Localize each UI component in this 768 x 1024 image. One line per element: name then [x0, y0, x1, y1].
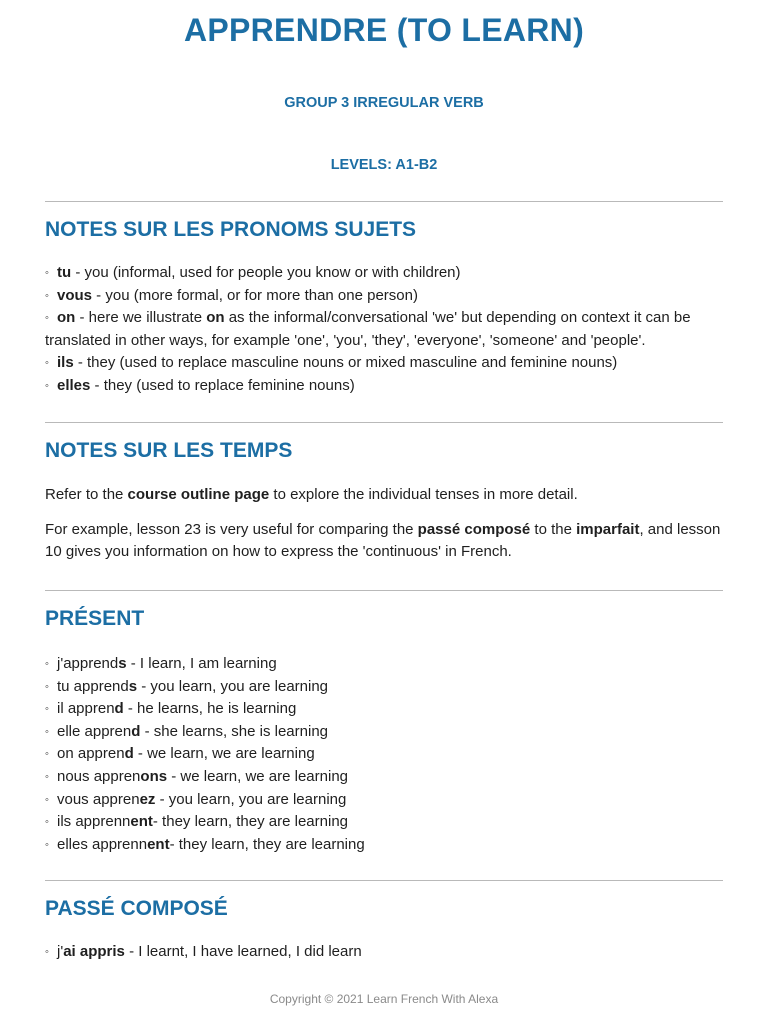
bold-term: passé composé [417, 520, 531, 538]
tenses-heading: NOTES SUR LES TEMPS [45, 439, 293, 462]
tenses-notes [45, 484, 735, 564]
translation: - I learn, I am learning [126, 655, 277, 672]
bullet-icon: ◦ [45, 379, 49, 392]
pronoun-term: tu [57, 264, 72, 281]
pronoun-description-continued: as the informal/conversational 'we' but depending on context it can be translated in other ways, for example 'one', 'you', 'they', 'everyone', 'someone' and 'people'. [45, 309, 691, 349]
conjugation-item [45, 721, 735, 744]
bullet-icon: ◦ [45, 357, 49, 370]
bullet-icon: ◦ [45, 658, 49, 670]
conjugation-item [45, 941, 735, 964]
verb-stem: elles apprenn [57, 835, 148, 853]
passe-compose-heading: PASSÉ COMPOSÉ [45, 897, 228, 920]
verb-stem: il appren [57, 700, 115, 718]
list-item [45, 285, 735, 308]
bullet-icon: ◦ [45, 680, 49, 693]
translation: - they learn, they are learning [169, 835, 365, 853]
pronoun-description: - they (used to replace feminine nouns) [90, 376, 355, 394]
page-title: APPRENDRE (TO LEARN) [183, 12, 585, 48]
verb-ending: s [128, 677, 138, 695]
conjugation-item [45, 766, 735, 789]
text-run: to the [530, 520, 577, 538]
conjugation-item [45, 834, 735, 857]
verb-ending: s [118, 655, 127, 672]
verb-stem: vous appren [57, 790, 140, 808]
text-run: , and lesson 10 gives you information on how to express the 'continuous' in French. [45, 520, 721, 561]
pronoun-term: on [57, 309, 76, 327]
list-item [45, 262, 735, 285]
pronoun-term: vous [57, 286, 93, 304]
pronouns-list [45, 262, 735, 398]
pronoun-description: - you (more formal, or for more than one person) [92, 286, 418, 304]
verb-stem: ils apprenn [57, 813, 131, 831]
text-run: Refer to the [45, 486, 128, 503]
verb-ending: ons [140, 767, 168, 785]
divider [45, 422, 723, 423]
verb-ending: ez [139, 790, 156, 808]
verb-ending: d [124, 745, 134, 763]
list-item [45, 352, 735, 375]
present-conjugation-list [45, 653, 735, 856]
verb-ending: d [114, 700, 124, 718]
divider [45, 201, 723, 202]
divider [45, 880, 723, 881]
copyright-footer: Copyright © 2021 Learn French With Alexa [269, 992, 499, 1006]
levels-subtitle: LEVELS: A1-B2 [330, 157, 438, 173]
verb-stem: elle appren [57, 722, 132, 740]
pronoun-description: - they (used to replace masculine nouns or mixed masculine and feminine nouns) [73, 354, 618, 372]
bullet-icon: ◦ [45, 946, 49, 958]
conjugation-item [45, 811, 735, 834]
translation: - I learnt, I have learned, I did learn [124, 943, 362, 960]
conjugation-item [45, 743, 735, 766]
pronoun-term: elles [57, 376, 91, 394]
verb-stem: nous appren [57, 767, 141, 785]
list-item [45, 307, 735, 352]
pronoun-term-inline: on [206, 309, 225, 327]
bullet-icon: ◦ [45, 838, 49, 851]
verb-stem: on appren [57, 745, 125, 763]
divider [45, 590, 723, 591]
translation: - he learns, he is learning [123, 700, 297, 718]
bullet-icon: ◦ [45, 703, 49, 716]
bullet-icon: ◦ [45, 289, 49, 302]
bold-term: imparfait [576, 520, 640, 538]
bullet-icon: ◦ [45, 312, 49, 325]
verb-ending: d [131, 722, 141, 740]
paragraph [45, 484, 735, 507]
passe-compose-conjugation-list [45, 941, 735, 964]
course-outline-text: course outline page [127, 486, 270, 503]
verb-group-subtitle: GROUP 3 IRREGULAR VERB [284, 95, 484, 111]
conjugation-item [45, 653, 735, 676]
pronouns-heading: NOTES SUR LES PRONOMS SUJETS [45, 218, 417, 241]
bullet-icon: ◦ [45, 816, 49, 829]
pronoun-description: - you (informal, used for people you know or with children) [71, 264, 461, 281]
verb-stem: j' [57, 943, 64, 960]
verb-ending: ai appris [63, 943, 125, 960]
verb-ending: ent [130, 813, 153, 831]
bullet-icon: ◦ [45, 748, 49, 761]
text-run: For example, lesson 23 is very useful for comparing the [45, 520, 418, 538]
translation: - you learn, you are learning [137, 677, 329, 695]
bullet-icon: ◦ [45, 725, 49, 738]
conjugation-item [45, 789, 735, 812]
pronoun-term: ils [57, 354, 74, 372]
translation: - we learn, we are learning [167, 767, 349, 785]
bullet-icon: ◦ [45, 267, 49, 279]
translation: - you learn, you are learning [155, 790, 347, 808]
conjugation-item [45, 698, 735, 721]
verb-ending: ent [147, 835, 170, 853]
present-heading: PRÉSENT [45, 607, 145, 630]
translation: - she learns, she is learning [140, 722, 329, 740]
paragraph [45, 519, 735, 564]
pronoun-description: - here we illustrate [75, 309, 207, 327]
verb-stem: j'apprend [57, 655, 119, 672]
text-run: to explore the individual tenses in more detail. [269, 486, 578, 503]
conjugation-item [45, 676, 735, 699]
bullet-icon: ◦ [45, 793, 49, 806]
translation: - they learn, they are learning [152, 813, 349, 831]
verb-stem: tu apprend [57, 677, 129, 695]
list-item [45, 375, 735, 398]
bullet-icon: ◦ [45, 770, 49, 783]
translation: - we learn, we are learning [133, 745, 315, 763]
